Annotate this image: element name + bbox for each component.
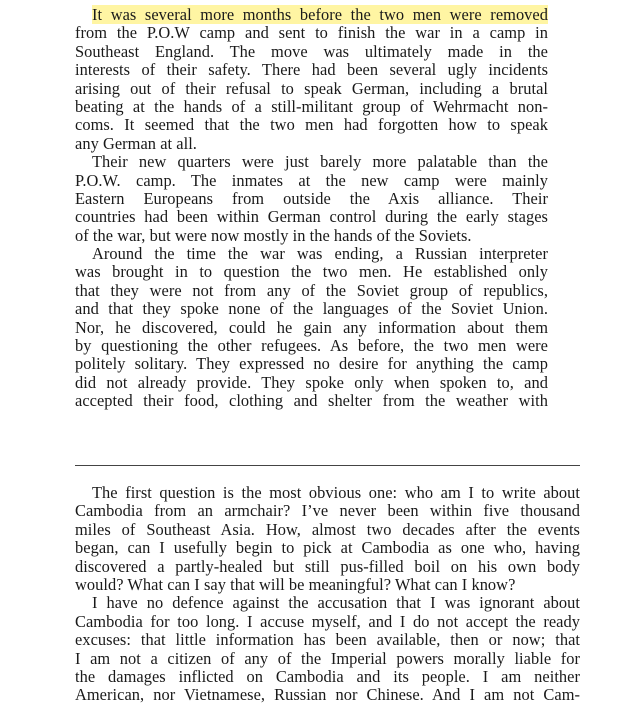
story-line: coms. It seemed that the two men had forgotten how to speak xyxy=(75,115,548,135)
story-line: accepted their food, clothing and shelter from the weather with xyxy=(75,391,548,411)
essay-line: discovered a partly-healed but still pus-filled boil on his own body xyxy=(75,556,580,576)
story-line: arising out of their refusal to speak German, including a brutal xyxy=(75,78,548,98)
essay-line: miles of Southeast Asia. How, almost two decades after the events xyxy=(75,519,580,539)
story-line: Their new quarters were just barely more palatable than the xyxy=(92,152,548,172)
essay-line: American, nor Vietnamese, Russian nor Chinese. And I am not Cam- xyxy=(75,685,580,705)
story-line: any German at all. xyxy=(75,133,197,153)
story-line: and that they spoke none of the languages of the Soviet Union. xyxy=(75,299,548,319)
story-line: by questioning the other refugees. As before, the two men were xyxy=(75,336,548,356)
story-line: interests of their safety. There had been several ugly incidents xyxy=(75,60,548,80)
story-line: countries had been within German control during the early stages xyxy=(75,207,548,227)
section-divider xyxy=(75,465,580,466)
highlighted-text: It was several more months before the two men were removed xyxy=(92,5,548,24)
story-line: did not already provide. They spoke only when spoken to, and xyxy=(75,372,548,392)
story-line: politely solitary. They expressed no desire for anything the camp xyxy=(75,354,548,374)
story-line: was brought in to question the two men. He established only xyxy=(75,262,548,282)
story-excerpt xyxy=(75,6,548,411)
story-line: Eastern Europeans from outside the Axis alliance. Their xyxy=(75,188,548,208)
essay-line: would? What can I say that will be meaningful? What can I know? xyxy=(75,574,516,594)
story-line: beating at the hands of a still-militant group of Wehrmacht non- xyxy=(75,96,548,116)
story-line xyxy=(75,6,548,24)
story-line: that they were not from any of the Soviet group of republics, xyxy=(75,280,548,300)
essay-line: the damages inflicted on Cambodia and its people. I am neither xyxy=(75,666,580,686)
essay-line: Cambodia from an armchair? I’ve never been within five thousand xyxy=(75,501,580,521)
story-line: from the P.O.W camp and sent to finish the war in a camp in xyxy=(75,23,548,43)
essay-line: I am not a citizen of any of the Imperial powers morally liable for xyxy=(75,648,580,668)
essay-excerpt xyxy=(75,484,580,705)
essay-line: The first question is the most obvious one: who am I to write about xyxy=(92,483,580,502)
story-line: Nor, he discovered, could he gain any information about them xyxy=(75,317,548,337)
story-line: of the war, but were now mostly in the hands of the Soviets. xyxy=(75,225,472,245)
essay-line: began, can I usefully begin to pick at Cambodia as one who, having xyxy=(75,538,580,558)
story-line: Southeast England. The move was ultimately made in the xyxy=(75,41,548,61)
story-line: P.O.W. camp. The inmates at the new camp were mainly xyxy=(75,170,548,190)
essay-line: Cambodia for too long. I accuse myself, and I do not accept the ready xyxy=(75,611,580,631)
story-line: Around the time the war was ending, a Russian interpreter xyxy=(92,244,548,264)
essay-line: I have no defence against the accusation that I was ignorant about xyxy=(92,593,580,613)
essay-line: excuses: that little information has been available, then or now; that xyxy=(75,630,580,650)
